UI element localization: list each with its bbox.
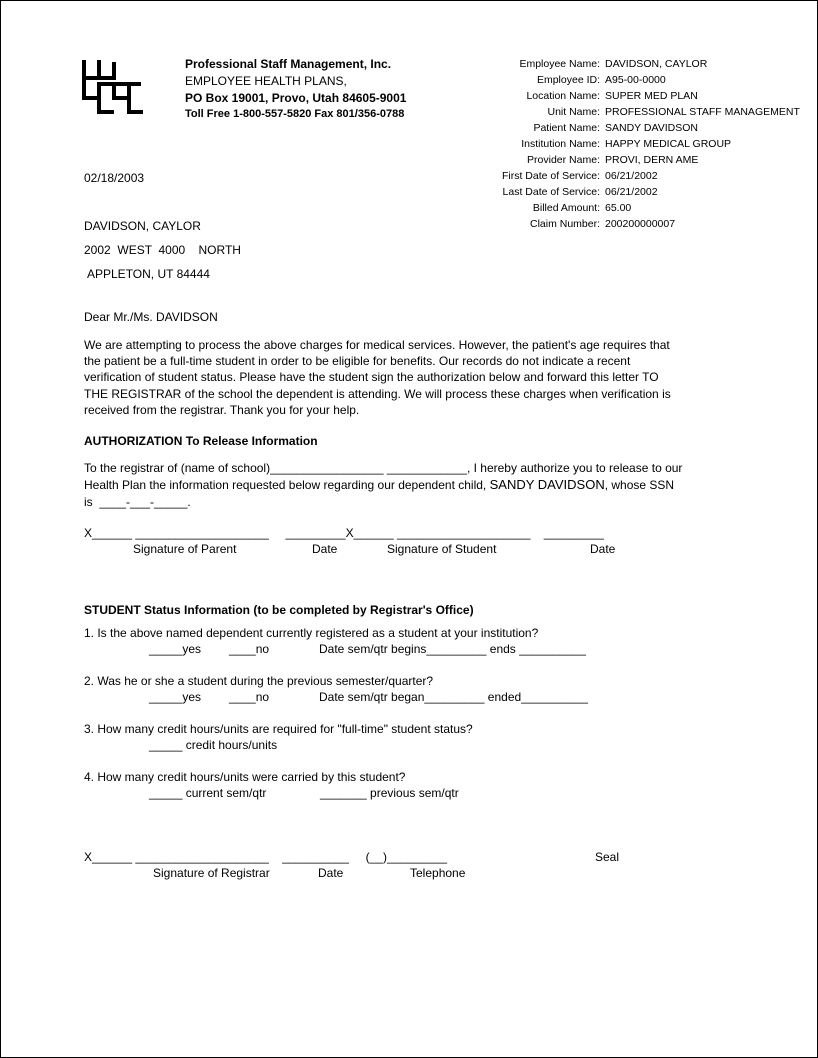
signature-of-student-label: Signature of Student [387, 542, 497, 556]
q1-dates: Date sem/qtr begins_________ ends __________ [319, 642, 586, 656]
company-address: PO Box 19001, Provo, Utah 84605-9001 [185, 91, 407, 105]
student-name: SANDY DAVIDSON [489, 477, 605, 492]
claim-info-value: DAVIDSON, CAYLOR [605, 58, 708, 70]
claim-info-value: PROVI, DERN AME [605, 154, 699, 166]
claim-info-label: Unit Name: [547, 106, 600, 118]
authorization-line-2-post: , whose SSN [604, 478, 675, 492]
q1-yes: _____yes [149, 642, 202, 656]
q4-previous: _______ previous sem/qtr [320, 786, 459, 800]
authorization-line-2-pre: Health Plan the information requested below regarding our dependent child, [84, 478, 490, 492]
company-name: Professional Staff Management, Inc. [185, 57, 392, 71]
student-date-label: Date [590, 542, 616, 556]
q4-current: _____ current sem/qtr [149, 786, 267, 800]
recipient-street: 2002 WEST 4000 NORTH [84, 243, 241, 257]
question-1: 1. Is the above named dependent currently registered as a student at your institution? [84, 626, 539, 640]
question-3: 3. How many credit hours/units are required for "full-time" student status? [84, 722, 473, 736]
letter-date: 02/18/2003 [84, 171, 145, 185]
company-logo-icon [81, 56, 147, 116]
claim-info-label: Billed Amount: [532, 202, 600, 214]
claim-info [470, 56, 800, 232]
parent-date-label: Date [312, 542, 338, 556]
recipient-name: DAVIDSON, CAYLOR [84, 219, 201, 233]
claim-info-value: PROFESSIONAL STAFF MANAGEMENT [605, 106, 800, 118]
claim-info-value: SUPER MED PLAN [605, 90, 698, 102]
signature-line-registrar: X______ ____________________ __________ (__)_________ [84, 850, 448, 864]
signature-of-parent-label: Signature of Parent [133, 542, 237, 556]
q3-answer: _____ credit hours/units [149, 738, 278, 752]
ssn-line: is ____-___-_____. [84, 495, 191, 509]
q2-no: ____no [229, 690, 270, 704]
claim-info-label: Provider Name: [527, 154, 600, 166]
claim-info-label: First Date of Service: [501, 170, 600, 182]
claim-info-row [470, 216, 800, 232]
claim-info-value: SANDY DAVIDSON [605, 122, 698, 134]
q2-dates: Date sem/qtr began_________ ended__________ [319, 690, 588, 704]
claim-info-label: Patient Name: [533, 122, 600, 134]
claim-info-row [470, 72, 800, 88]
authorization-line-2 [84, 477, 674, 492]
claim-info-value: 06/21/2002 [605, 186, 658, 198]
claim-info-value: A95-00-0000 [605, 74, 666, 86]
q1-no: ____no [229, 642, 270, 656]
authorization-heading: AUTHORIZATION To Release Information [84, 434, 318, 448]
body-line: verification of student status. Please have the student sign the authorization below and forward this letter TO [84, 370, 659, 385]
body-line: We are attempting to process the above charges for medical services. However, the patient's age requires that [84, 338, 670, 352]
claim-info-row [470, 152, 800, 168]
claim-info-label: Employee Name: [519, 58, 600, 70]
claim-info-label: Location Name: [526, 90, 600, 102]
plan-name: EMPLOYEE HEALTH PLANS, [185, 74, 347, 88]
claim-info-label: Last Date of Service: [502, 186, 600, 198]
claim-info-value: HAPPY MEDICAL GROUP [605, 138, 732, 150]
claim-info-row [470, 136, 800, 152]
recipient-city: APPLETON, UT 84444 [87, 267, 210, 281]
claim-info-row [470, 88, 800, 104]
letter-body [84, 337, 671, 418]
claim-info-row [470, 200, 800, 216]
signature-of-registrar-label: Signature of Registrar [153, 866, 270, 880]
registrar-date-label: Date [318, 866, 344, 880]
signature-line-parent-student: X______ ____________________ _________X______ ____________________ _________ [84, 526, 604, 540]
student-status-heading: STUDENT Status Information (to be completed by Registrar's Office) [84, 603, 474, 617]
seal-label: Seal [595, 850, 620, 864]
claim-info-row [470, 104, 800, 120]
company-phones: Toll Free 1-800-557-5820 Fax 801/356-0788 [185, 108, 405, 120]
claim-info-label: Claim Number: [529, 218, 600, 230]
body-line: THE REGISTRAR of the school the dependent is attending. We will process these charges when verification is [84, 386, 671, 401]
claim-info-row [470, 168, 800, 184]
claim-info-row [470, 56, 800, 72]
claim-info-label: Institution Name: [521, 138, 600, 150]
body-line: received from the registrar. Thank you for your help. [84, 402, 360, 417]
body-line: the patient be a full-time student in order to be eligible for benefits. Our records do not indicate a recent [84, 354, 631, 369]
question-4: 4. How many credit hours/units were carried by this student? [84, 770, 406, 784]
registrar-telephone-label: Telephone [410, 866, 466, 880]
claim-info-value: 06/21/2002 [605, 170, 658, 182]
salutation: Dear Mr./Ms. DAVIDSON [84, 310, 218, 324]
claim-info-value: 65.00 [605, 202, 632, 214]
claim-info-label: Employee ID: [536, 74, 600, 86]
claim-info-value: 200200000007 [605, 218, 676, 230]
authorization-line-1: To the registrar of (name of school)_________________ ____________, I hereby authorize you to release to our [84, 461, 683, 475]
claim-info-row [470, 120, 800, 136]
q2-yes: _____yes [149, 690, 202, 704]
question-2: 2. Was he or she a student during the previous semester/quarter? [84, 674, 434, 688]
claim-info-row [470, 184, 800, 200]
